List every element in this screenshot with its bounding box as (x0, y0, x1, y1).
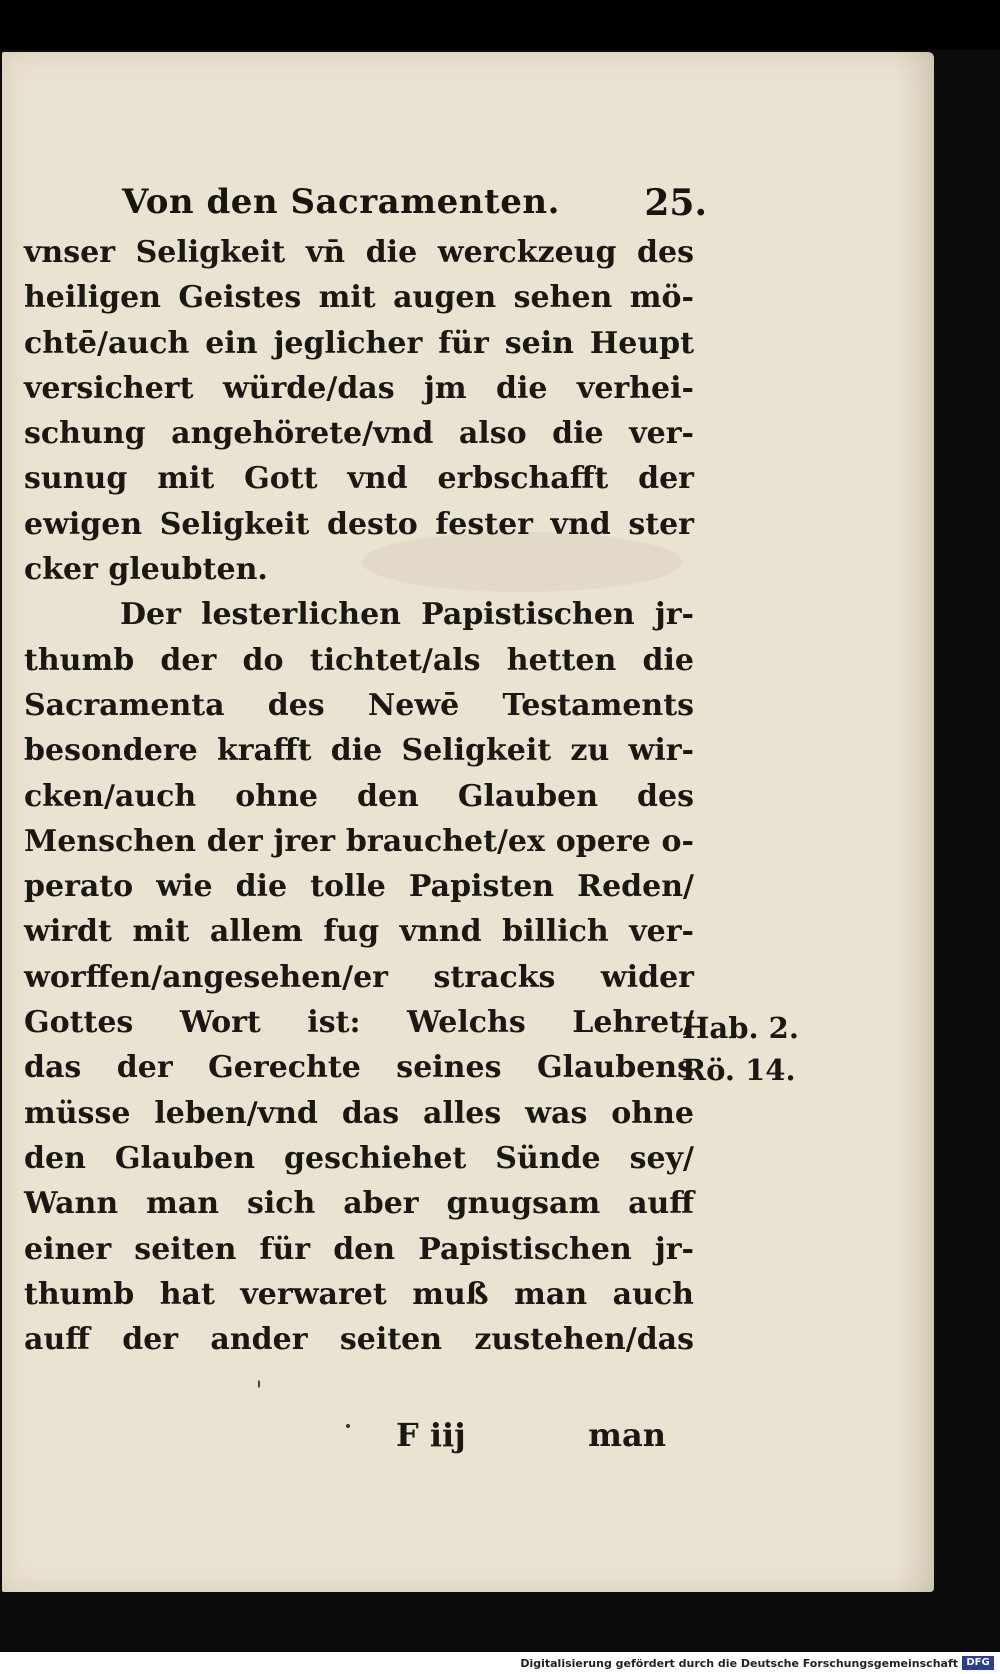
text-line: das der Gerechte seines Glaubens (24, 1050, 694, 1086)
ink-speck (346, 1424, 350, 1428)
dfg-logo: DFG (962, 1656, 994, 1670)
page-edge-shading (894, 52, 934, 1592)
text-line: den Glauben geschiehet Sünde sey/ (24, 1140, 694, 1176)
top-scan-border (0, 0, 1000, 50)
text-line: versichert würde/das jm die verhei- (24, 370, 694, 406)
text-line: Sacramenta des Newē Testaments (24, 687, 694, 723)
text-line: worffen/angesehen/er stracks wider (24, 959, 694, 995)
text-line: chtē/auch ein jeglicher für sein Heupt (24, 325, 694, 361)
digitization-credit: Digitalisierung gefördert durch die Deutsche Forschungsgemeinschaft (520, 1657, 958, 1670)
ink-speck (258, 1380, 260, 1388)
text-line: Wann man sich aber gnugsam auff (24, 1186, 694, 1222)
text-line: wirdt mit allem fug vnnd billich ver- (24, 914, 694, 950)
catchword: man (588, 1416, 666, 1454)
text-line: Menschen der jrer brauchet/ex opere o- (24, 823, 694, 859)
text-line: sunug mit Gott vnd erbschafft der (24, 461, 694, 497)
page-footer-row (24, 1416, 666, 1462)
text-line: einer seiten für den Papistischen jr- (24, 1231, 694, 1267)
text-line: thumb hat verwaret muß man auch (24, 1276, 694, 1312)
page-header (122, 182, 707, 226)
main-text (24, 230, 694, 1362)
running-head: Von den Sacramenten. (122, 182, 560, 222)
text-line: heiligen Geistes mit augen sehen mö- (24, 280, 694, 316)
text-line: müsse leben/vnd das alles was ohne (24, 1095, 694, 1131)
book-page (2, 52, 934, 1592)
text-line: cken/auch ohne den Glauben des (24, 778, 694, 814)
text-line: perato wie die tolle Papisten Reden/ (24, 869, 694, 905)
page-number: 25. (644, 182, 707, 224)
text-line: thumb der do tichtet/als hetten die (24, 642, 694, 678)
text-line: auff der ander seiten zustehen/das (24, 1322, 694, 1358)
paragraph-start-line: Der lesterlichen Papistischen jr- (120, 597, 694, 633)
text-line: vnser Seligkeit vn̄ die werckzeug des (24, 235, 694, 270)
text-line: ewigen Seligkeit desto fester vnd ster (24, 506, 694, 542)
margin-reference-line: Hab. 2. (682, 1011, 799, 1045)
signature-mark: F iij (396, 1416, 466, 1454)
text-line: cker gleubten. (24, 552, 268, 588)
text-line: schung angehörete/vnd also die ver- (24, 416, 694, 452)
margin-reference-line: Rö. 14. (682, 1053, 796, 1087)
text-line: besondere krafft die Seligkeit zu wir- (24, 733, 694, 769)
marginal-reference (682, 1007, 799, 1091)
text-line: Gottes Wort ist: Welchs Lehret/ (24, 1005, 694, 1041)
